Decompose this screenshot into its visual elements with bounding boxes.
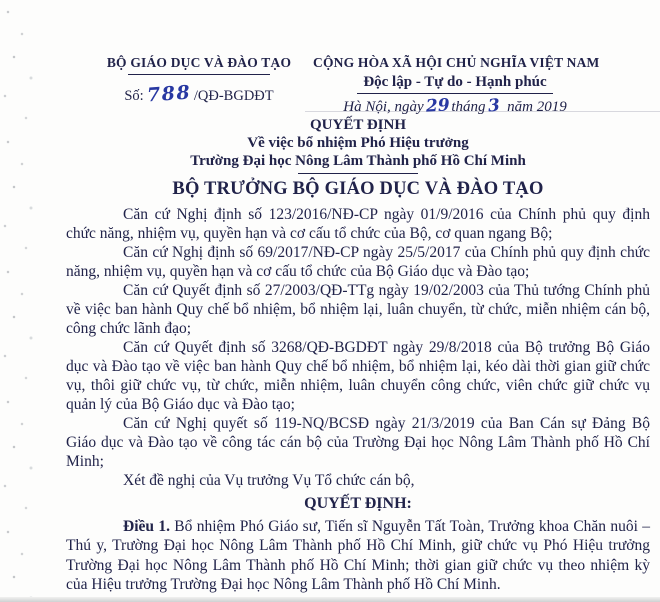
recitals-section xyxy=(66,205,650,490)
decision-operative-heading: QUYẾT ĐỊNH: xyxy=(304,495,412,512)
issuer-heading: BỘ TRƯỞNG BỘ GIÁO DỤC VÀ ĐÀO TẠO xyxy=(172,179,544,199)
scan-noise-edge xyxy=(0,0,48,602)
document-body xyxy=(66,0,650,595)
decision-subtitle: Về việc bổ nhiệm Phó Hiệu trưởng xyxy=(247,135,469,151)
title-underline xyxy=(298,173,418,174)
scan-bottom-edge xyxy=(0,597,660,602)
year-part: năm 2019 xyxy=(507,99,567,115)
date-prefix: Hà Nội, ngày xyxy=(343,99,424,115)
number-suffix: /QĐ-BGDĐT xyxy=(193,88,274,104)
recital-paragraph: Xét đề nghị của Vụ trưởng Vụ Tổ chức cán bộ, xyxy=(123,472,415,489)
recital-paragraph: Căn cứ Nghị quyết số 119-NQ/BCSĐ ngày 21/3/2019 của Ban Cán sự Đảng Bộ Giáo dục và Đào tạo về công tác cán bộ của Trường Đại học Nông Lâm Thành phố Hồ Chí Minh; xyxy=(66,415,650,470)
decision-title: QUYẾT ĐỊNH xyxy=(310,117,406,133)
ministry-name: BỘ GIÁO DỤC VÀ ĐÀO TẠO xyxy=(106,55,292,70)
recital-paragraph: Căn cứ Quyết định số 3268/QĐ-BGDĐT ngày 29/8/2018 của Bộ trưởng Bộ Giáo dục và Đào tạo về việc ban hành Quy chế bổ nhiệm, bổ nhiệm lại, kéo dài thời gian giữ chức vụ, thôi giữ chức vụ, từ chức, miễn nhiệm, luân chuyển công chức, viên chức giữ chức vụ quản lý của Bộ Giáo dục và Đào tạo; xyxy=(66,339,650,413)
article-1-paragraph xyxy=(66,517,650,595)
recital-paragraph: Căn cứ Nghị định số 123/2016/NĐ-CP ngày 01/9/2016 của Chính phủ quy định chức năng, nhiệm vụ, quyền hạn và cơ cấu tổ chức của Bộ, cơ quan ngang Bộ; xyxy=(66,206,650,242)
article-1-label: Điều 1. xyxy=(123,518,170,535)
national-title: CỘNG HÒA XÃ HỘI CHỦ NGHĨA VIỆT NAM xyxy=(313,55,600,70)
handwritten-day: 29 xyxy=(425,95,450,117)
handwritten-number: 788 xyxy=(145,81,192,107)
decision-subtitle-university: Trường Đại học Nông Lâm Thành phố Hồ Chí Minh xyxy=(190,153,526,169)
handwritten-month: 3 xyxy=(486,95,501,117)
recital-paragraph: Căn cứ Quyết định số 27/2003/QĐ-TTg ngày 19/02/2003 của Thủ tướng Chính phủ về việc ban hành Quy chế bổ nhiệm, bổ nhiệm lại, luân chuyển, từ chức, miễn nhiệm cán bộ, công chức lãnh đạo; xyxy=(66,282,650,337)
number-label: Số: xyxy=(124,88,144,104)
article-1-text: Bổ nhiệm Phó Giáo sư, Tiến sĩ Nguyễn Tất Toàn, Trưởng khoa Chăn nuôi – Thú y, Trường Đại học Nông Lâm Thành phố Hồ Chí Minh, giữ chức vụ Phó Hiệu trưởng Trường Đại học Nông Lâm Thành phố Hồ Chí Minh; thời gian giữ chức vụ theo nhiệm kỳ của Hiệu trưởng Trường Đại học Nông Lâm Thành phố Hồ Chí Minh. xyxy=(66,518,651,594)
recital-paragraph: Căn cứ Nghị định số 69/2017/NĐ-CP ngày 25/5/2017 của Chính phủ quy định chức năng, nhiệm vụ, quyền hạn và cơ cấu tổ chức của Bộ Giáo dục và Đào tạo; xyxy=(66,244,650,280)
national-motto: Độc lập - Tự do - Hạnh phúc xyxy=(357,73,552,94)
month-word: tháng xyxy=(451,99,486,115)
